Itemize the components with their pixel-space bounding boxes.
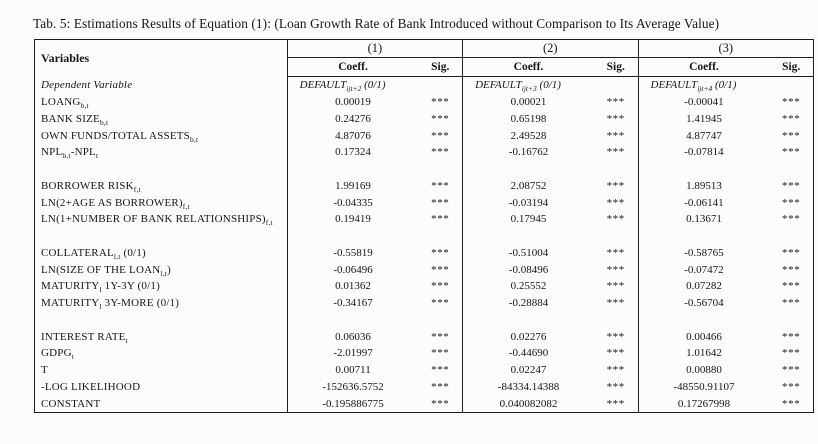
dependent-variable-value: $DEFAULT_{ijt+4}$ (0/1) (638, 77, 813, 94)
table-row (35, 94, 814, 111)
blank-cell (463, 161, 594, 178)
variable-label: $COLLATERAL_{l,t}$ (0/1) (35, 245, 288, 262)
blank-cell (287, 228, 418, 245)
coeff-value: -0.34167 (333, 297, 373, 310)
sig-value: *** (594, 345, 638, 362)
coeff-header-3: Coeff. (638, 58, 769, 77)
coeff-value: -0.07472 (684, 263, 724, 276)
table-row (35, 379, 814, 396)
sig-value: *** (594, 194, 638, 211)
table-row (35, 328, 814, 345)
coeff-value: 0.00021 (510, 96, 547, 109)
group-header-3: (3) (638, 40, 813, 58)
coeff-value: -0.06141 (684, 196, 724, 209)
coeff-value: -0.51004 (508, 246, 549, 259)
blank-cell (594, 161, 638, 178)
table-row (35, 295, 814, 312)
blank-cell (463, 228, 594, 245)
sig-value: *** (769, 144, 813, 161)
sig-value: *** (769, 94, 813, 111)
sig-value: *** (418, 144, 462, 161)
coeff-value: 0.17945 (510, 213, 547, 226)
variables-header: Variables (35, 40, 288, 77)
blank-cell (769, 161, 813, 178)
sig-value: *** (769, 379, 813, 396)
coeff-value: -48550.91107 (673, 380, 735, 393)
coeff-value: -0.06496 (333, 263, 373, 276)
variable-label: $MATURITY_l$ 3Y-MORE (0/1) (35, 295, 288, 312)
coeff-value: -0.03194 (508, 196, 549, 209)
table-caption: Tab. 5: Estimations Results of Equation (1): (Loan Growth Rate of Bank Introduced without Comparison to Its Average Value) (33, 16, 720, 31)
coeff-value: -0.195886775 (322, 397, 384, 410)
coeff-value: 0.17324 (335, 146, 371, 159)
coeff-value: -0.00041 (684, 96, 724, 109)
coeff-value: 0.24276 (335, 112, 371, 125)
coeff-value: 0.06036 (335, 330, 371, 343)
sig-value: *** (594, 328, 638, 345)
coeff-header-1: Coeff. (287, 58, 418, 77)
sig-header-3: Sig. (769, 58, 813, 77)
variable-label: $LOANG_{b,t}$ (35, 94, 288, 111)
table-row (35, 161, 814, 178)
coeff-value: -0.44690 (508, 347, 549, 360)
variable-label: BORROWER $RISK_{f,t}$ (35, 178, 288, 195)
table-row (35, 362, 814, 379)
sig-value: *** (418, 178, 462, 195)
sig-value: *** (418, 395, 462, 412)
sig-value: *** (594, 127, 638, 144)
sig-value: *** (594, 111, 638, 128)
variable-label: LN(2+AGE AS $BORROWER)_{f,t}$ (35, 194, 288, 211)
coeff-value: 2.49528 (510, 129, 547, 142)
table-row (35, 312, 814, 329)
sig-value: *** (594, 144, 638, 161)
blank-cell (418, 312, 462, 329)
variable-label: T (35, 362, 288, 379)
blank-cell (35, 228, 288, 245)
variable-label: BANK $SIZE_{b,t}$ (35, 111, 288, 128)
coeff-value: -0.28884 (508, 297, 549, 310)
blank-cell (594, 228, 638, 245)
table-row (35, 395, 814, 412)
table-row (35, 178, 814, 195)
coeff-value: 0.07282 (686, 280, 722, 293)
coeff-value: -2.01997 (333, 347, 373, 360)
coeff-header-2: Coeff. (463, 58, 594, 77)
sig-value: *** (418, 278, 462, 295)
sig-value: *** (769, 278, 813, 295)
sig-value: *** (594, 94, 638, 111)
sig-value: *** (418, 295, 462, 312)
table-row (35, 211, 814, 228)
variable-label: OWN FUNDS/TOTAL $ASSETS_{b,t}$ (35, 127, 288, 144)
coeff-value: 0.02276 (510, 330, 547, 343)
coeff-value: 0.00880 (686, 364, 722, 377)
blank-cell (638, 228, 769, 245)
dependent-variable-value: $DEFAULT_{ijt+3}$ (0/1) (463, 77, 638, 94)
sig-value: *** (418, 362, 462, 379)
coeff-value: 0.00711 (335, 364, 371, 377)
sig-value: *** (594, 261, 638, 278)
table-row (35, 77, 814, 94)
sig-header-1: Sig. (418, 58, 462, 77)
coeff-value: -0.04335 (333, 196, 373, 209)
table-row (35, 127, 814, 144)
coeff-value: -0.56704 (684, 297, 724, 310)
sig-value: *** (418, 94, 462, 111)
sig-value: *** (769, 178, 813, 195)
table-row (35, 228, 814, 245)
sig-header-2: Sig. (594, 58, 638, 77)
sig-value: *** (769, 345, 813, 362)
sig-value: *** (418, 127, 462, 144)
blank-cell (35, 312, 288, 329)
coeff-value: 0.17267998 (677, 397, 731, 410)
variable-label: $NPL_{b,t}-NPL_t$ (35, 144, 288, 161)
sig-value: *** (418, 328, 462, 345)
coeff-value: 1.01642 (686, 347, 722, 360)
coeff-value: 1.99169 (335, 179, 371, 192)
dependent-variable-value: $DEFAULT_{ijt+2}$ (0/1) (287, 77, 462, 94)
coeff-value: 1.89513 (686, 179, 722, 192)
table-row (35, 245, 814, 262)
coeff-value: -0.58765 (684, 246, 724, 259)
variable-label: LN(1+NUMBER OF BANK $RELATIONSHIPS)_{f,t}$ (35, 211, 288, 228)
sig-value: *** (594, 245, 638, 262)
blank-cell (287, 161, 418, 178)
coeff-value: 0.25552 (510, 280, 547, 293)
group-header-1: (1) (287, 40, 462, 58)
coeff-value: 0.040082082 (499, 397, 558, 410)
sig-value: *** (594, 379, 638, 396)
results-table (34, 39, 814, 413)
table-row (35, 345, 814, 362)
sig-value: *** (594, 395, 638, 412)
variable-label: -LOG LIKELIHOOD (35, 379, 288, 396)
sig-value: *** (769, 362, 813, 379)
variable-label: $MATURITY_l$ 1Y-3Y (0/1) (35, 278, 288, 295)
sig-value: *** (594, 278, 638, 295)
table-row (35, 144, 814, 161)
blank-cell (769, 312, 813, 329)
coeff-value: 1.41945 (686, 112, 722, 125)
coeff-value: 0.13671 (686, 213, 722, 226)
variable-label: CONSTANT (35, 395, 288, 412)
coeff-value: 2.08752 (510, 179, 547, 192)
sig-value: *** (594, 362, 638, 379)
table-row (35, 194, 814, 211)
coeff-value: 4.87076 (335, 129, 371, 142)
coeff-value: 0.01362 (335, 280, 371, 293)
blank-cell (463, 312, 594, 329)
table-row (35, 111, 814, 128)
coeff-value: -0.08496 (508, 263, 549, 276)
blank-cell (638, 312, 769, 329)
blank-cell (638, 161, 769, 178)
blank-cell (418, 161, 462, 178)
sig-value: *** (418, 261, 462, 278)
coeff-value: 4.87747 (686, 129, 722, 142)
coeff-value: 0.19419 (335, 213, 371, 226)
coeff-value: 0.65198 (510, 112, 547, 125)
coeff-value: 0.00019 (335, 96, 371, 109)
coeff-value: -0.07814 (684, 146, 724, 159)
coeff-value: -0.16762 (508, 146, 549, 159)
coeff-value: 0.00466 (686, 330, 722, 343)
blank-cell (594, 312, 638, 329)
sig-value: *** (769, 295, 813, 312)
variable-label: LN(SIZE OF THE $LOAN_{l,t}$) (35, 261, 288, 278)
sig-value: *** (418, 111, 462, 128)
group-header-2: (2) (463, 40, 638, 58)
coeff-value: -84334.14388 (497, 380, 560, 393)
sig-value: *** (769, 328, 813, 345)
coeff-value: 0.02247 (510, 364, 547, 377)
blank-cell (35, 161, 288, 178)
blank-cell (418, 228, 462, 245)
sig-value: *** (594, 295, 638, 312)
sig-value: *** (769, 194, 813, 211)
table-row (35, 278, 814, 295)
dependent-variable-label: Dependent Variable (35, 77, 288, 94)
sig-value: *** (769, 395, 813, 412)
sig-value: *** (418, 211, 462, 228)
blank-cell (287, 312, 418, 329)
sig-value: *** (418, 245, 462, 262)
sig-value: *** (769, 245, 813, 262)
group-header-row (35, 40, 814, 58)
table-body (35, 77, 814, 413)
coeff-value: -152636.5752 (322, 380, 384, 393)
coeff-value: -0.55819 (333, 246, 373, 259)
sig-value: *** (769, 111, 813, 128)
variable-label: INTEREST $RATE_t$ (35, 328, 288, 345)
sig-value: *** (418, 194, 462, 211)
sig-value: *** (769, 261, 813, 278)
sig-value: *** (418, 345, 462, 362)
sig-value: *** (769, 127, 813, 144)
sig-value: *** (594, 178, 638, 195)
variable-label: $GDPG_t$ (35, 345, 288, 362)
sig-value: *** (418, 379, 462, 396)
blank-cell (769, 228, 813, 245)
sig-value: *** (594, 211, 638, 228)
table-row (35, 261, 814, 278)
sig-value: *** (769, 211, 813, 228)
